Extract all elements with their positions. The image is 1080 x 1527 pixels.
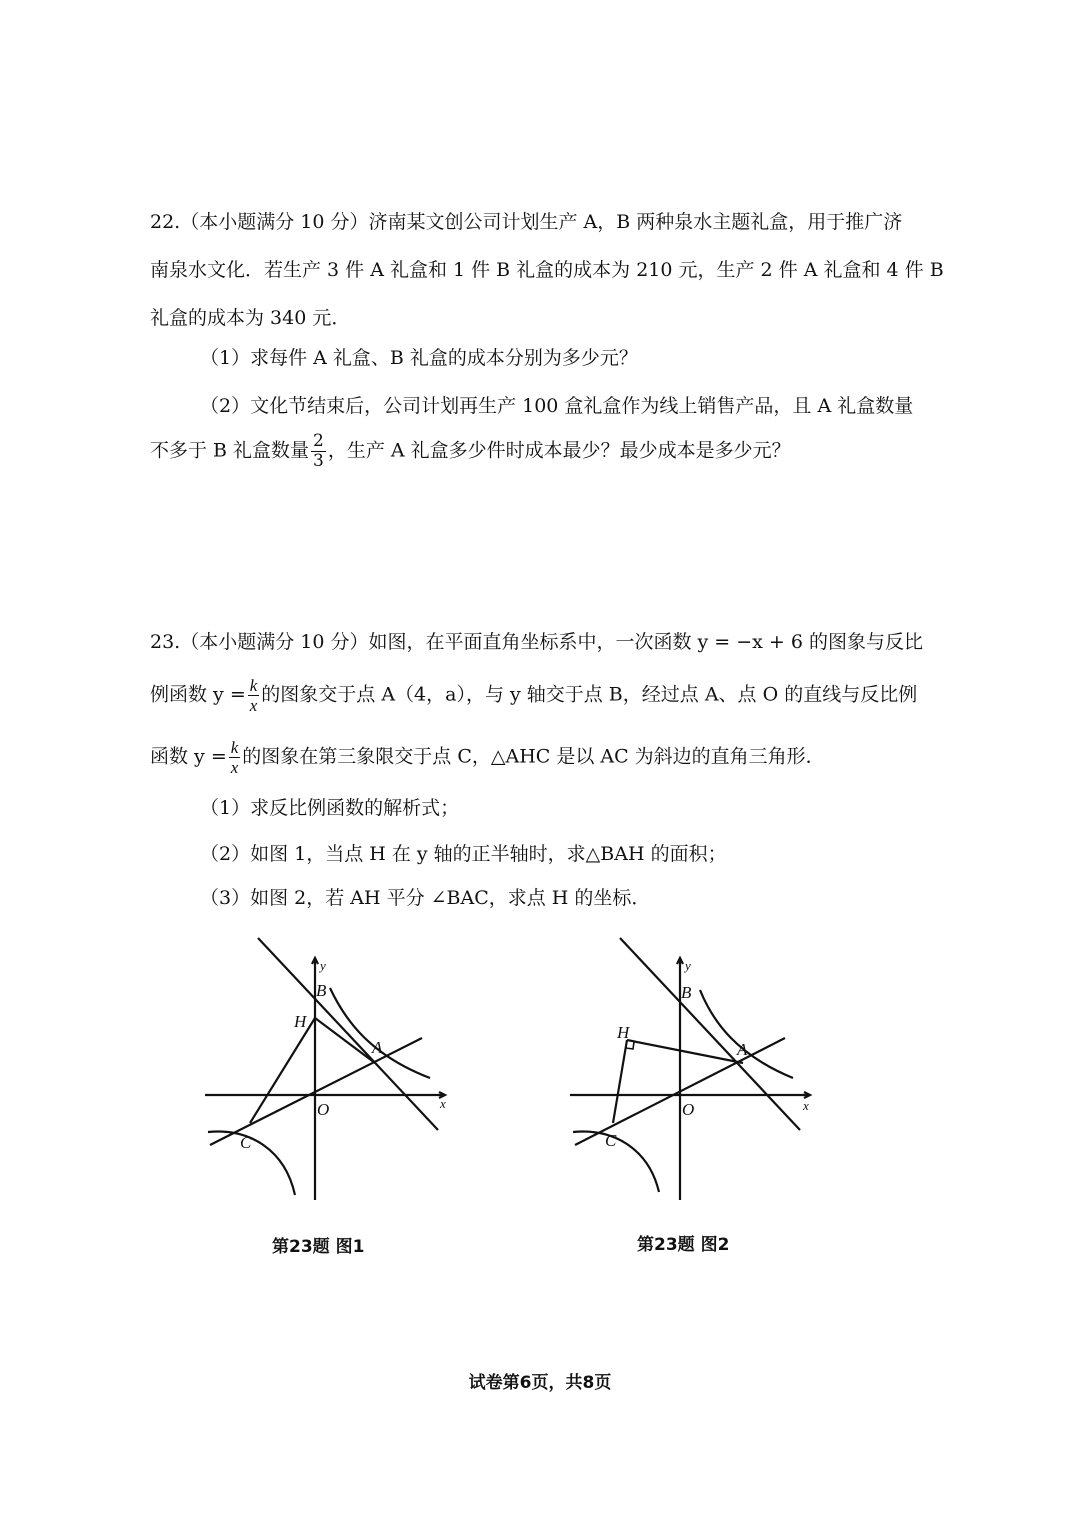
fig1-label-B: B (316, 981, 327, 1000)
q22-sub2-post: ，生产 A 礼盒多少件时成本最少？最少成本是多少元？ (327, 439, 791, 462)
q22-text-line-3: 礼盒的成本为 340 元． (150, 307, 351, 329)
fig2-label-C: C (605, 1131, 617, 1150)
fig2-label-y: y (685, 958, 691, 973)
page-footer: 试卷第6页，共8页 (468, 1373, 612, 1393)
q23-fraction-denominator-2: x (230, 758, 239, 777)
q22-score: （本小题满分 10 分） (180, 211, 369, 233)
fig2-line-AB (620, 938, 800, 1130)
q23-number: 23. (150, 631, 181, 653)
q22-sub2-pre: 不多于 B 礼盒数量 (150, 439, 310, 462)
q23-line-3-post: 的图象在第三象限交于点 C，△AHC 是以 AC 为斜边的直角三角形． (242, 745, 825, 768)
q23-line-2-post: 的图象交于点 A（4，a），与 y 轴交于点 B，经过点 A、点 O 的直线与反比例 (261, 683, 918, 706)
q23-fraction-denominator: x (249, 696, 258, 715)
q22-fraction (311, 432, 326, 471)
fig1-label-O: O (317, 1100, 330, 1119)
q22-text-line-1: 济南某文创公司计划生产 A，B 两种泉水主题礼盒，用于推广济 (368, 211, 903, 233)
fig2-label-B: B (681, 983, 692, 1002)
fig2-label-H: H (617, 1023, 630, 1042)
q22-fraction-numerator: 2 (313, 431, 324, 451)
fig2-label-O: O (682, 1100, 695, 1119)
fig2-label-A: A (737, 1040, 748, 1059)
fig1-line-AB (258, 938, 438, 1130)
figure-2 (565, 930, 825, 1210)
figure-1 (200, 930, 460, 1210)
fig1-hyperbola-branch-2 (208, 1132, 295, 1195)
q23-score: （本小题满分 10 分） (180, 631, 369, 653)
q23-text-line-1: 如图，在平面直角坐标系中，一次函数 y = −x + 6 的图象与反比 (368, 631, 924, 653)
q22-line-1 (150, 208, 940, 236)
figure-2-caption: 第23题 图2 (637, 1235, 730, 1255)
q23-line-3 (150, 738, 940, 777)
q22-subquestion-1: （1）求每件 A 礼盒、B 礼盒的成本分别为多少元？ (200, 347, 638, 369)
figure-1-caption: 第23题 图1 (272, 1237, 365, 1257)
q23-line-3-pre: 函数 y = (150, 745, 227, 768)
q23-fraction-numerator-2: k (230, 738, 239, 757)
q23-subquestion-2: （2）如图 1，当点 H 在 y 轴的正半轴时，求△BAH 的面积； (200, 843, 727, 865)
fig1-label-A: A (372, 1038, 383, 1057)
q22-fraction-denominator: 3 (313, 451, 324, 471)
q23-subquestion-3: （3）如图 2，若 AH 平分 ∠BAC，求点 H 的坐标． (200, 887, 651, 909)
fig2-label-x: x (803, 1098, 809, 1113)
q23-line-1 (150, 628, 940, 656)
q22-text-line-2: 南泉水文化．若生产 3 件 A 礼盒和 1 件 B 礼盒的成本为 210 元，生产 2 件 A 礼盒和 4 件 B (150, 259, 944, 281)
fig1-hyperbola-branch-1 (330, 988, 430, 1078)
q23-subquestion-1: （1）求反比例函数的解析式； (200, 797, 460, 819)
q22-subquestion-2-line-1: （2）文化节结束后，公司计划再生产 100 盒礼盒作为线上销售产品，且 A 礼盒数量 (200, 395, 914, 417)
fig2-hyperbola-branch-1 (700, 990, 793, 1078)
q23-fraction-k-over-x-2 (229, 738, 241, 777)
fig2-segment-CH (613, 1040, 627, 1123)
fig1-label-y: y (320, 958, 326, 973)
q23-fraction-k-over-x (248, 676, 260, 715)
q22-number: 22. (150, 211, 181, 233)
q22-subquestion-2-line-2 (150, 432, 940, 471)
fig1-label-C: C (240, 1133, 252, 1152)
fig1-label-x: x (440, 1096, 446, 1111)
q23-line-2-pre: 例函数 y = (150, 683, 246, 706)
q23-line-2 (150, 676, 940, 715)
q23-fraction-numerator: k (249, 676, 258, 695)
fig1-label-H: H (294, 1012, 307, 1031)
